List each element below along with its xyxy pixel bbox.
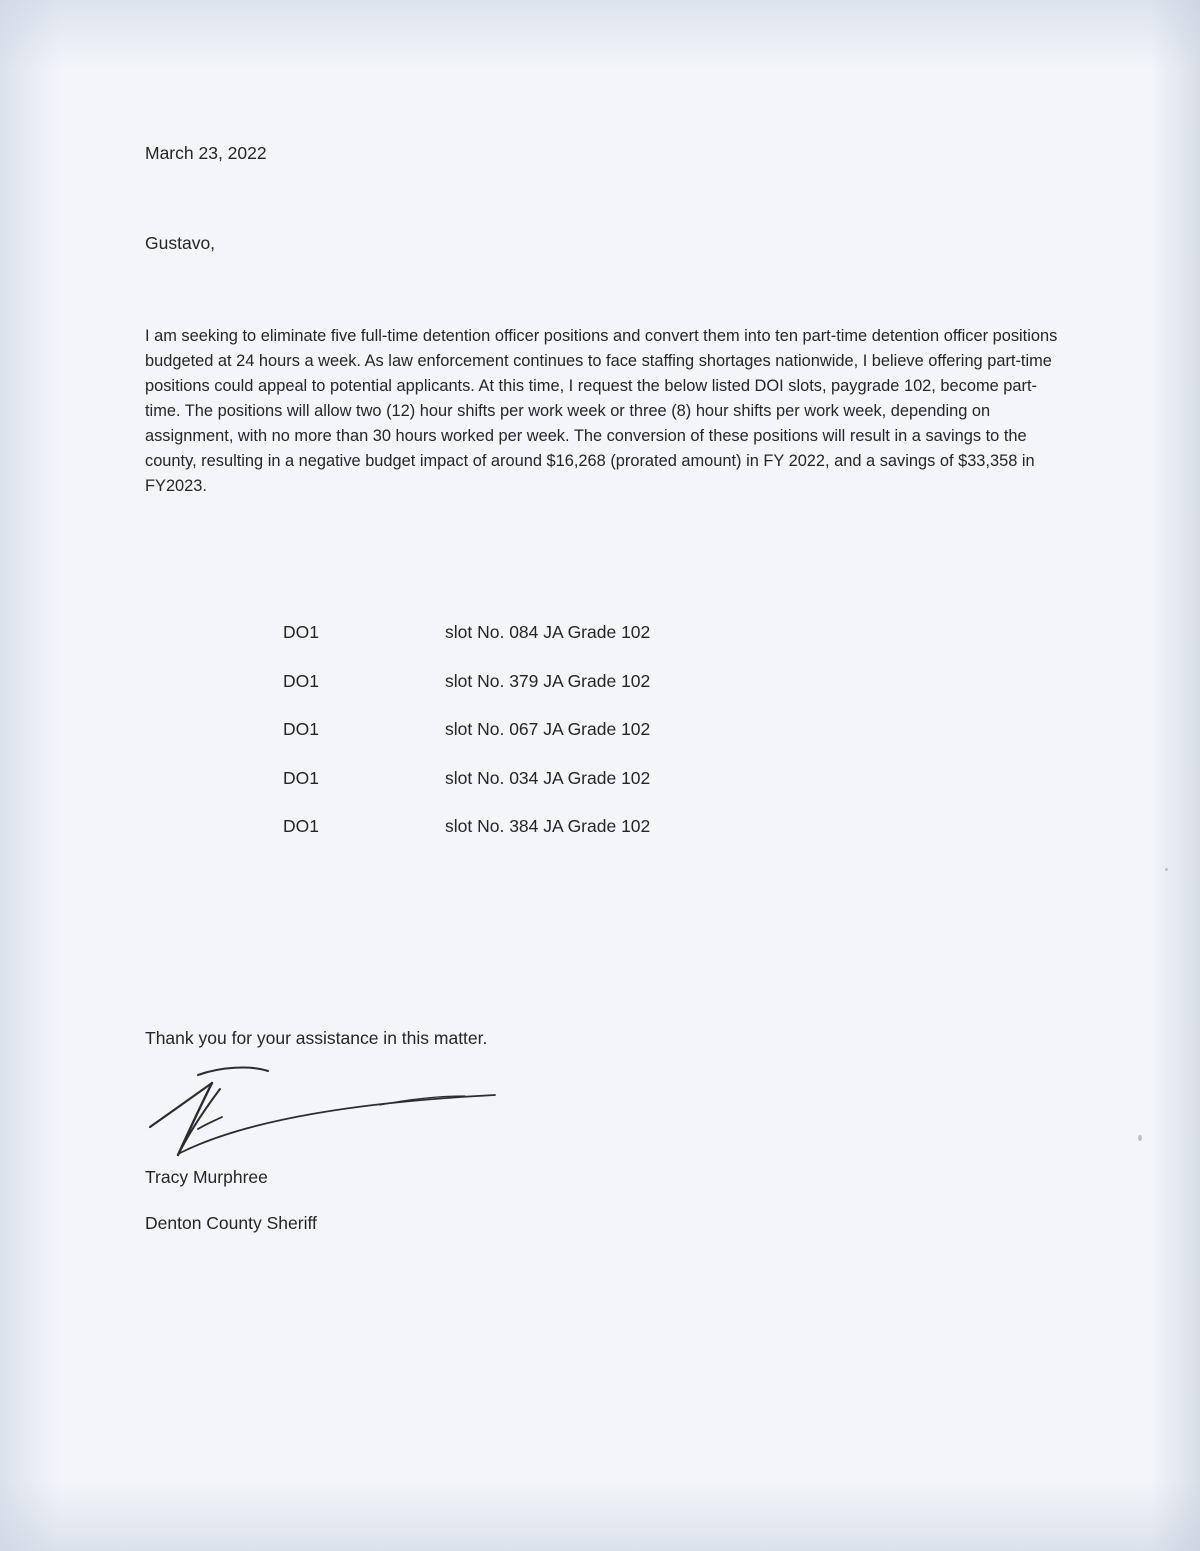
letter-closing: Thank you for your assistance in this matter.	[145, 1028, 488, 1048]
slot-description: slot No. 034 JA Grade 102	[445, 767, 651, 788]
signer-name: Tracy Murphree	[145, 1167, 268, 1187]
slot-description: slot No. 384 JA Grade 102	[445, 816, 651, 836]
letter-greeting: Gustavo,	[145, 233, 216, 253]
letter-date: March 23, 2022	[145, 143, 267, 163]
letter-body: I am seeking to eliminate five full-time detention officer positions and convert them into ten part-time detention officer positions budgeted at 24 hours a week. As law enforcement continues to face staffing shortages nationwide, I believe offering part-time positions could appeal to potential applicants. At this time, I request the below listed DOI slots, paygrade 102, become part-time. The positions will allow two (12) hour shifts per work week or three (8) hour shifts per work week, depending on assignment, with no more than 30 hours worked per week. The conversion of these positions will result in a savings to the county, resulting in a negative budget impact of around $16,268 (prorated amount) in FY 2022, and a savings of $33,358 in FY2023.	[145, 327, 1058, 495]
slot-row	[283, 814, 743, 863]
slot-row	[283, 620, 743, 669]
slot-description: slot No. 084 JA Grade 102	[445, 622, 651, 642]
slot-code: DO1	[283, 622, 319, 642]
slot-row	[283, 669, 743, 718]
slot-description: slot No. 379 JA Grade 102	[445, 670, 651, 691]
slot-row	[283, 717, 743, 766]
scan-speck	[1138, 1135, 1142, 1141]
slot-code: DO1	[283, 719, 319, 739]
slot-code: DO1	[283, 767, 319, 788]
slot-row	[283, 766, 743, 815]
slot-list	[283, 620, 743, 863]
scan-speck	[1165, 868, 1168, 871]
slot-code: DO1	[283, 816, 319, 836]
signer-title: Denton County Sheriff	[145, 1213, 317, 1233]
signature	[140, 1055, 510, 1170]
slot-description: slot No. 067 JA Grade 102	[445, 719, 651, 739]
slot-code: DO1	[283, 670, 319, 691]
